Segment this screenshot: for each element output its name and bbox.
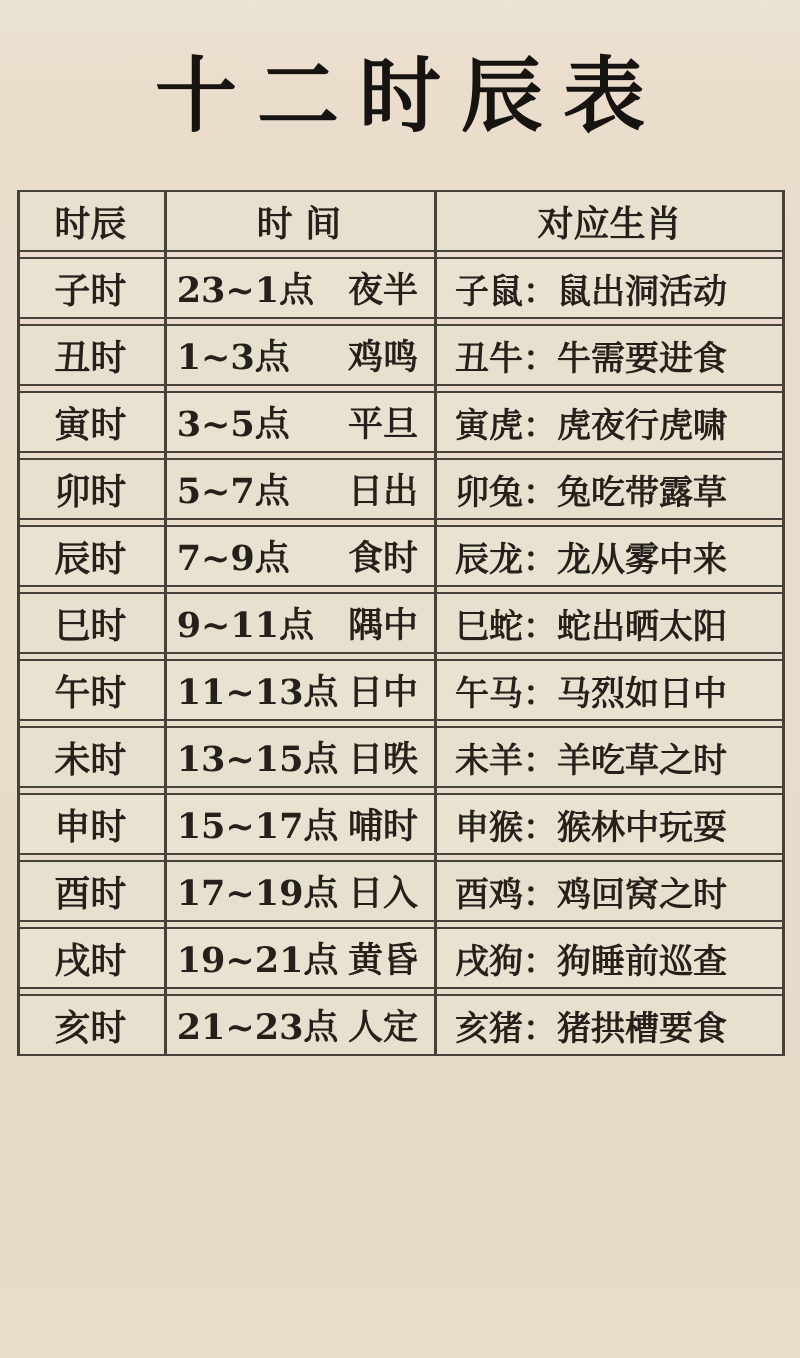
shichen-cell [17, 460, 164, 518]
table-row [17, 927, 785, 989]
zodiac-cell [434, 661, 785, 719]
shichen-cell [17, 996, 164, 1054]
table-row [17, 525, 785, 587]
shichen-label: 亥时 [54, 1006, 127, 1049]
table-row [17, 324, 785, 386]
shichen-label: 丑时 [54, 336, 127, 379]
shichen-cell [17, 661, 164, 719]
shichen-cell [17, 527, 164, 585]
shichen-table [17, 190, 785, 1056]
zodiac-text: 辰龙：龙从雾中来 [455, 539, 728, 580]
shichen-cell [17, 795, 164, 853]
shichen-label: 子时 [54, 269, 127, 312]
time-name: 隅中 [348, 605, 419, 646]
table-row [17, 257, 785, 319]
zodiac-text: 巳蛇：蛇出晒太阳 [455, 606, 728, 647]
title-bar [0, 34, 800, 144]
time-range: 9~11点 [176, 605, 315, 646]
shichen-label: 酉时 [54, 872, 127, 915]
shichen-label: 巳时 [54, 604, 127, 647]
time-name: 食时 [348, 538, 419, 579]
table-row [17, 659, 785, 721]
header-cell-zodiac: 对应生肖 [537, 202, 682, 245]
shichen-label: 寅时 [54, 403, 127, 446]
shichen-label: 未时 [54, 738, 127, 781]
time-cell [164, 862, 434, 920]
table-row [17, 726, 785, 788]
zodiac-text: 酉鸡：鸡回窝之时 [455, 874, 728, 915]
time-range: 3~5点 [176, 404, 290, 445]
time-cell [164, 527, 434, 585]
table-row [17, 860, 785, 922]
zodiac-cell [434, 795, 785, 853]
time-name: 黄昏 [348, 940, 419, 981]
time-name: 哺时 [348, 806, 419, 847]
zodiac-text: 亥猪：猪拱槽要食 [455, 1008, 728, 1049]
shichen-cell [17, 393, 164, 451]
table-row [17, 391, 785, 453]
time-range: 23~1点 [176, 270, 315, 311]
zodiac-text: 子鼠：鼠出洞活动 [455, 271, 728, 312]
table-header-row [17, 190, 785, 252]
shichen-cell [17, 728, 164, 786]
time-cell [164, 326, 434, 384]
shichen-label: 戌时 [54, 939, 127, 982]
shichen-label: 午时 [54, 671, 127, 714]
time-cell [164, 661, 434, 719]
zodiac-cell [434, 728, 785, 786]
zodiac-cell [434, 460, 785, 518]
zodiac-cell [434, 862, 785, 920]
time-name: 日入 [348, 873, 419, 914]
zodiac-cell [434, 393, 785, 451]
time-range: 1~3点 [176, 337, 290, 378]
zodiac-text: 寅虎：虎夜行虎啸 [455, 405, 728, 446]
time-name: 日昳 [348, 739, 419, 780]
time-name: 夜半 [348, 270, 419, 311]
time-cell [164, 393, 434, 451]
time-name: 人定 [348, 1007, 419, 1048]
zodiac-text: 申猴：猴林中玩耍 [455, 807, 728, 848]
shichen-label: 申时 [54, 805, 127, 848]
time-name: 鸡鸣 [348, 337, 419, 378]
time-name: 日出 [348, 471, 419, 512]
page-title: 十二时辰表 [154, 47, 665, 144]
table-row [17, 793, 785, 855]
time-range: 11~13点 [176, 672, 339, 713]
zodiac-cell [434, 594, 785, 652]
shichen-cell [17, 929, 164, 987]
shichen-label: 辰时 [54, 537, 127, 580]
table-row [17, 592, 785, 654]
time-range: 13~15点 [176, 739, 339, 780]
time-cell [164, 594, 434, 652]
time-cell [164, 795, 434, 853]
header-cell-time: 时 间 [256, 202, 342, 245]
time-cell [164, 259, 434, 317]
zodiac-text: 未羊：羊吃草之时 [455, 740, 728, 781]
shichen-cell [17, 259, 164, 317]
time-range: 5~7点 [176, 471, 290, 512]
time-name: 平旦 [348, 404, 419, 445]
zodiac-text: 丑牛：牛需要进食 [455, 338, 728, 379]
time-cell [164, 929, 434, 987]
time-range: 15~17点 [176, 806, 339, 847]
time-range: 21~23点 [176, 1007, 339, 1048]
zodiac-cell [434, 929, 785, 987]
time-range: 17~19点 [176, 873, 339, 914]
zodiac-cell [434, 259, 785, 317]
time-cell [164, 996, 434, 1054]
time-name: 日中 [348, 672, 419, 713]
shichen-cell [17, 326, 164, 384]
zodiac-cell [434, 326, 785, 384]
zodiac-text: 戌狗：狗睡前巡查 [455, 941, 728, 982]
time-cell [164, 728, 434, 786]
shichen-label: 卯时 [54, 470, 127, 513]
time-range: 7~9点 [176, 538, 290, 579]
zodiac-cell [434, 527, 785, 585]
header-cell-shichen: 时辰 [54, 202, 127, 245]
table-row [17, 994, 785, 1056]
table-row [17, 458, 785, 520]
time-cell [164, 460, 434, 518]
zodiac-text: 午马：马烈如日中 [455, 673, 728, 714]
shichen-cell [17, 594, 164, 652]
zodiac-text: 卯兔：兔吃带露草 [455, 472, 728, 513]
time-range: 19~21点 [176, 940, 339, 981]
shichen-cell [17, 862, 164, 920]
zodiac-cell [434, 996, 785, 1054]
